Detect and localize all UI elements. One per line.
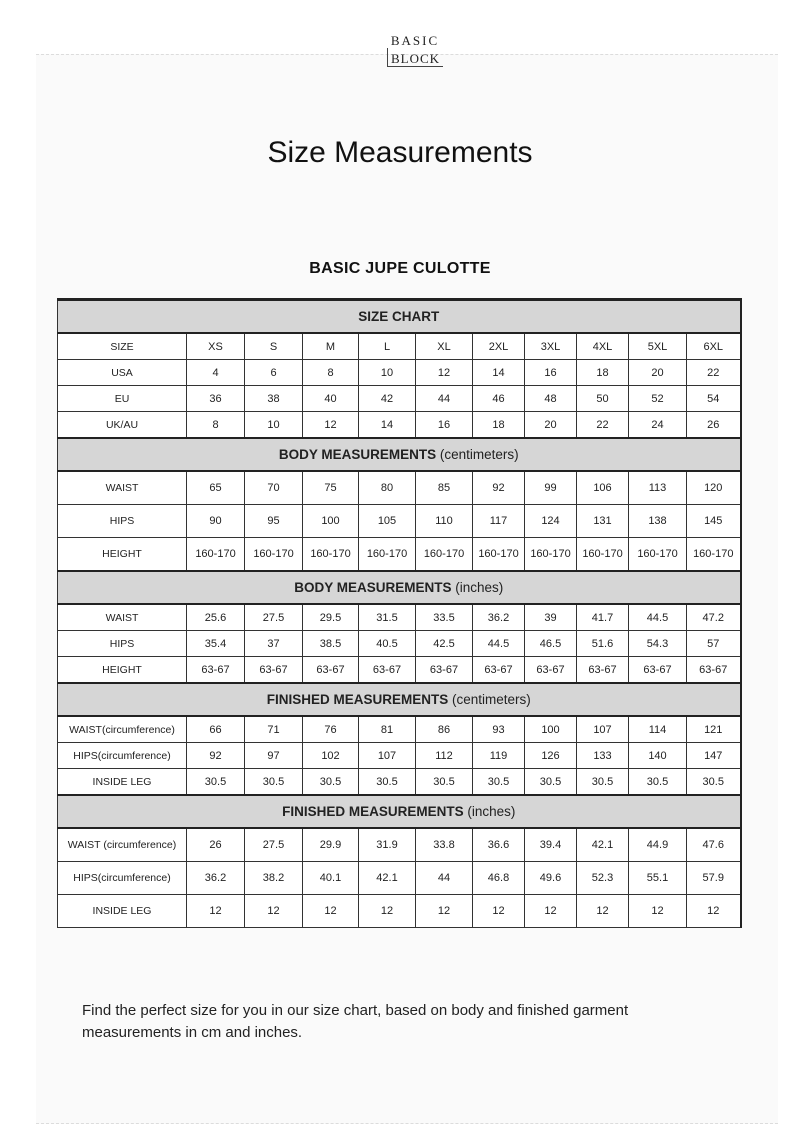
row-label-cell: WAIST(circumference) [58,716,187,743]
page-title: Size Measurements [267,136,533,169]
table-cell: 76 [303,716,359,743]
table-cell: 160-170 [416,538,473,572]
table-cell: 31.9 [359,828,416,862]
table-row [58,538,741,572]
table-cell: 160-170 [687,538,741,572]
table-cell: 57 [687,631,741,657]
table-cell: 18 [473,412,525,439]
table-cell: 37 [245,631,303,657]
table-cell: 30.5 [187,769,245,796]
table-cell: XL [416,333,473,360]
table-cell: 46.8 [473,862,525,895]
table-cell: 93 [473,716,525,743]
table-row [58,716,741,743]
table-cell: 66 [187,716,245,743]
table-cell: 138 [629,505,687,538]
body-in-unit: (inches) [455,580,504,595]
table-cell: 41.7 [577,604,629,631]
table-cell: 46.5 [525,631,577,657]
product-title: BASIC JUPE CULOTTE [309,260,491,277]
row-label-cell: UK/AU [58,412,187,439]
table-row [58,471,741,505]
table-cell: 16 [416,412,473,439]
table-cell: 44.5 [473,631,525,657]
table-cell: 160-170 [473,538,525,572]
table-cell: 102 [303,743,359,769]
finished-in-unit: (inches) [467,804,516,819]
table-cell: 42.5 [416,631,473,657]
table-cell: 63-67 [416,657,473,684]
table-cell: 52 [629,386,687,412]
table-cell: 36.6 [473,828,525,862]
table-cell: 86 [416,716,473,743]
table-cell: 99 [525,471,577,505]
table-cell: 10 [359,360,416,386]
table-cell: 113 [629,471,687,505]
table-cell: 8 [303,360,359,386]
body-cm-unit: (centimeters) [439,447,519,462]
row-label-cell: HIPS(circumference) [58,862,187,895]
table-cell: 39.4 [525,828,577,862]
table-cell: 12 [525,895,577,928]
row-label-cell: EU [58,386,187,412]
table-cell: 40.1 [303,862,359,895]
table-row [58,828,741,862]
table-cell: 30.5 [359,769,416,796]
table-cell: 49.6 [525,862,577,895]
row-label-cell: INSIDE LEG [58,895,187,928]
table-cell: L [359,333,416,360]
table-cell: 42 [359,386,416,412]
table-cell: 47.6 [687,828,741,862]
table-cell: 160-170 [577,538,629,572]
body-cm-header-row [58,438,741,471]
finished-cm-title-text: FINISHED MEASUREMENTS [266,692,449,707]
table-cell: 30.5 [687,769,741,796]
table-cell: 140 [629,743,687,769]
table-cell: 63-67 [629,657,687,684]
table-cell: 105 [359,505,416,538]
body-cm-title-text: BODY MEASUREMENTS [278,447,437,462]
table-cell: 44.5 [629,604,687,631]
table-cell: 35.4 [187,631,245,657]
table-cell: 63-67 [525,657,577,684]
table-cell: 18 [577,360,629,386]
table-cell: 12 [629,895,687,928]
brand-line-1: BASIC [390,33,440,48]
table-cell: 38.5 [303,631,359,657]
table-cell: 33.8 [416,828,473,862]
table-cell: 160-170 [187,538,245,572]
table-cell: 54 [687,386,741,412]
table-cell: 54.3 [629,631,687,657]
table-cell: 12 [187,895,245,928]
table-cell: 26 [687,412,741,439]
size-chart-title [58,300,741,334]
table-cell: 16 [525,360,577,386]
table-cell: 63-67 [687,657,741,684]
table-cell: 46 [473,386,525,412]
table-cell: 145 [687,505,741,538]
table-row [58,412,741,439]
table-cell: 110 [416,505,473,538]
row-label-cell: HEIGHT [58,538,187,572]
table-row [58,895,741,928]
table-cell: 124 [525,505,577,538]
body-in-title [58,571,741,604]
table-cell: 42.1 [359,862,416,895]
table-cell: 63-67 [245,657,303,684]
finished-cm-header-row [58,683,741,716]
table-cell: 120 [687,471,741,505]
row-label-cell: WAIST [58,471,187,505]
table-cell: 70 [245,471,303,505]
table-cell: 65 [187,471,245,505]
table-cell: 30.5 [416,769,473,796]
table-cell: 20 [525,412,577,439]
table-row [58,862,741,895]
table-cell: 42.1 [577,828,629,862]
body-cm-title [58,438,741,471]
table-cell: 55.1 [629,862,687,895]
row-label-cell: USA [58,360,187,386]
table-cell: 36.2 [473,604,525,631]
table-cell: 131 [577,505,629,538]
table-row [58,333,741,360]
body-in-header-row [58,571,741,604]
table-cell: 22 [577,412,629,439]
table-row [58,743,741,769]
table-cell: 117 [473,505,525,538]
table-cell: 39 [525,604,577,631]
table-cell: 29.9 [303,828,359,862]
table-cell: 36 [187,386,245,412]
table-cell: 27.5 [245,828,303,862]
table-cell: 26 [187,828,245,862]
table-cell: 25.6 [187,604,245,631]
table-cell: 33.5 [416,604,473,631]
table-cell: 160-170 [245,538,303,572]
table-cell: 80 [359,471,416,505]
table-cell: 126 [525,743,577,769]
table-cell: 38.2 [245,862,303,895]
table-cell: 30.5 [473,769,525,796]
row-label-cell: HEIGHT [58,657,187,684]
table-cell: 97 [245,743,303,769]
table-cell: 100 [303,505,359,538]
row-label-cell: HIPS [58,505,187,538]
table-cell: 5XL [629,333,687,360]
table-cell: 47.2 [687,604,741,631]
table-cell: 50 [577,386,629,412]
table-row [58,386,741,412]
table-cell: 63-67 [303,657,359,684]
table-cell: 6XL [687,333,741,360]
row-label-cell: HIPS [58,631,187,657]
brand-logo [387,26,443,78]
finished-in-title-text: FINISHED MEASUREMENTS [282,804,464,819]
table-cell: 90 [187,505,245,538]
table-cell: 30.5 [525,769,577,796]
table-cell: 38 [245,386,303,412]
table-cell: 160-170 [359,538,416,572]
table-cell: 106 [577,471,629,505]
table-cell: 36.2 [187,862,245,895]
table-cell: 4XL [577,333,629,360]
table-cell: 114 [629,716,687,743]
table-cell: 12 [245,895,303,928]
table-cell: 14 [359,412,416,439]
table-cell: 22 [687,360,741,386]
finished-in-header-row [58,795,741,828]
table-cell: 63-67 [473,657,525,684]
table-cell: XS [187,333,245,360]
table-cell: M [303,333,359,360]
table-cell: 48 [525,386,577,412]
size-table [57,298,742,928]
table-cell: 31.5 [359,604,416,631]
table-cell: 81 [359,716,416,743]
table-cell: 95 [245,505,303,538]
row-label-cell: SIZE [58,333,187,360]
table-cell: 92 [473,471,525,505]
table-cell: 12 [303,895,359,928]
table-cell: 3XL [525,333,577,360]
table-cell: 24 [629,412,687,439]
table-cell: 12 [687,895,741,928]
table-cell: 8 [187,412,245,439]
table-cell: 20 [629,360,687,386]
table-cell: 63-67 [577,657,629,684]
table-row [58,657,741,684]
row-label-cell: WAIST [58,604,187,631]
row-label-cell: HIPS(circumference) [58,743,187,769]
table-cell: 40 [303,386,359,412]
table-cell: 30.5 [303,769,359,796]
table-cell: 71 [245,716,303,743]
table-cell: 57.9 [687,862,741,895]
table-cell: 147 [687,743,741,769]
table-cell: 40.5 [359,631,416,657]
table-row [58,631,741,657]
table-cell: 2XL [473,333,525,360]
table-cell: 14 [473,360,525,386]
table-cell: 30.5 [245,769,303,796]
table-cell: 119 [473,743,525,769]
table-cell: 27.5 [245,604,303,631]
row-label-cell: INSIDE LEG [58,769,187,796]
finished-in-title [58,795,741,828]
table-row [58,360,741,386]
table-cell: 100 [525,716,577,743]
table-cell: 12 [577,895,629,928]
table-cell: 160-170 [303,538,359,572]
table-cell: 92 [187,743,245,769]
table-cell: 85 [416,471,473,505]
table-cell: 12 [359,895,416,928]
table-cell: 4 [187,360,245,386]
finished-cm-unit: (centimeters) [452,692,531,707]
table-row [58,769,741,796]
brand-line-2: BLOCK [387,48,443,67]
row-label-cell: WAIST (circumference) [58,828,187,862]
table-cell: 75 [303,471,359,505]
table-cell: 29.5 [303,604,359,631]
table-cell: 10 [245,412,303,439]
table-cell: 133 [577,743,629,769]
table-cell: 121 [687,716,741,743]
table-cell: 44.9 [629,828,687,862]
table-cell: 63-67 [187,657,245,684]
table-cell: 44 [416,386,473,412]
size-chart-header-row [58,300,741,334]
table-cell: 160-170 [629,538,687,572]
table-cell: 107 [359,743,416,769]
table-cell: 63-67 [359,657,416,684]
table-row [58,604,741,631]
table-cell: 12 [416,360,473,386]
footer-text: Find the perfect size for you in our size chart, based on body and finished garment measurements in cm and inches. [82,1002,629,1041]
table-cell: 12 [303,412,359,439]
table-cell: 44 [416,862,473,895]
table-cell: 30.5 [629,769,687,796]
table-cell: 160-170 [525,538,577,572]
table-cell: 107 [577,716,629,743]
table-cell: 30.5 [577,769,629,796]
table-cell: 112 [416,743,473,769]
table-cell: S [245,333,303,360]
body-in-title-text: BODY MEASUREMENTS [294,580,452,595]
table-row [58,505,741,538]
table-cell: 51.6 [577,631,629,657]
table-cell: 12 [473,895,525,928]
size-chart-title-text: SIZE CHART [358,309,440,324]
table-cell: 52.3 [577,862,629,895]
table-cell: 6 [245,360,303,386]
finished-cm-title [58,683,741,716]
table-cell: 12 [416,895,473,928]
